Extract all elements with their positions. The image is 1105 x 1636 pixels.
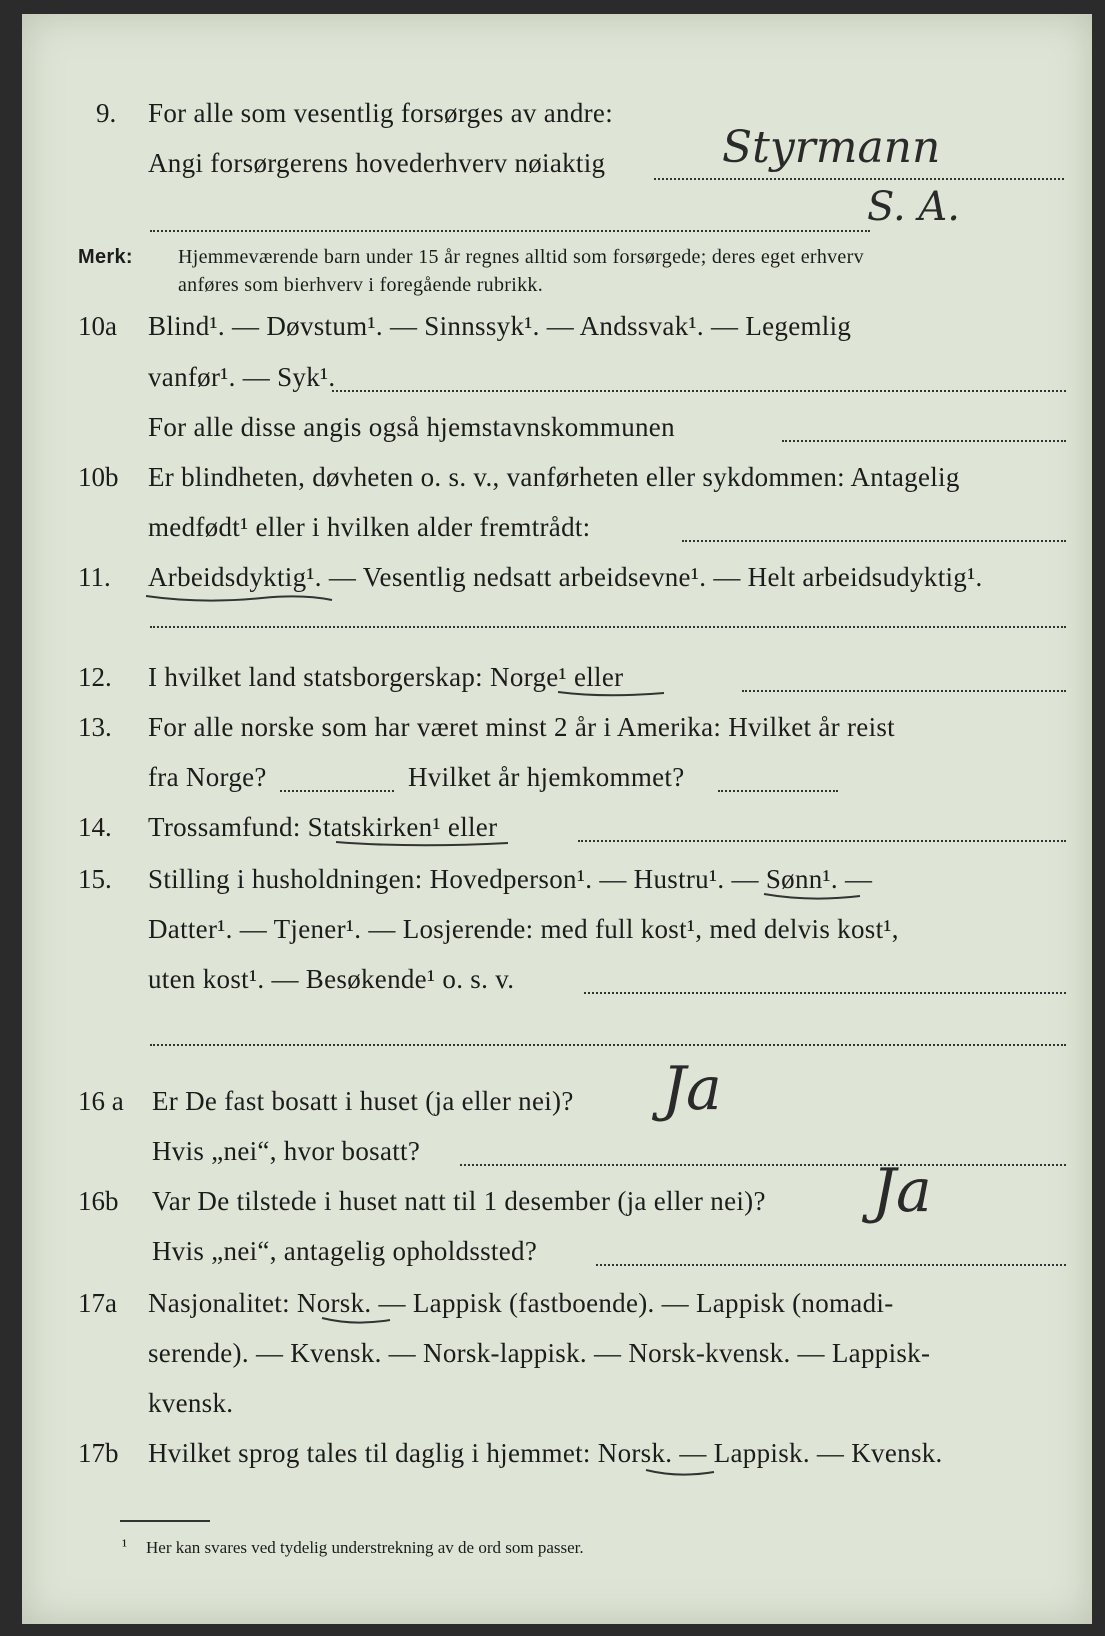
- q11-underline-mark: [142, 586, 342, 610]
- q16a-number: 16 a: [78, 1086, 124, 1116]
- q12-number: 12.: [78, 662, 112, 692]
- q15-answer-line-2: [150, 1044, 1066, 1046]
- q10a-hjemstavn-line: [782, 440, 1066, 442]
- q9-line2: Angi forsørgerens hovederhverv nøiaktig: [148, 148, 606, 178]
- q14-underline-mark: [332, 834, 522, 854]
- merk-line1: Hjemmeværende barn under 15 år regnes alltid som forsørgede; deres eget erhverv: [178, 246, 864, 268]
- q9-answer-line: [654, 178, 1064, 180]
- q17a-underline-mark: [318, 1312, 398, 1332]
- q10b-line1: Er blindheten, døvheten o. s. v., vanførheten eller sykdommen: Antagelig: [148, 462, 960, 492]
- q16a-line2: Hvis „nei“, hvor bosatt?: [152, 1136, 421, 1166]
- q17a-line1: Nasjonalitet: Norsk. — Lappisk (fastboende). — Lappisk (nomadi-: [148, 1288, 894, 1318]
- q15-line1: Stilling i husholdningen: Hovedperson¹. — Hustru¹. — Sønn¹. —: [148, 864, 873, 894]
- q17b-line1: Hvilket sprog tales til daglig i hjemmet: Norsk. — Lappisk. — Kvensk.: [148, 1438, 943, 1468]
- q16a-handwritten-answer: Ja: [662, 1054, 722, 1124]
- footnote-rule: [120, 1520, 210, 1522]
- q14-answer-line: [578, 840, 1066, 842]
- q10a-number: 10a: [78, 311, 117, 341]
- q11-line1: Arbeidsdyktig¹. — Vesentlig nedsatt arbeidsevne¹. — Helt arbeidsudyktig¹.: [148, 562, 983, 592]
- q13-line2b: Hvilket år hjemkommet?: [408, 762, 685, 792]
- q15-underline-mark: [760, 888, 870, 908]
- q16b-number: 16b: [78, 1186, 119, 1216]
- q9-handwritten-answer-2: S. A.: [867, 184, 961, 230]
- q9-number: 9.: [96, 98, 117, 128]
- q9-line1: For alle som vesentlig forsørges av andre:: [148, 98, 613, 128]
- census-form-page: [22, 14, 1092, 1624]
- q13-reist-line: [280, 790, 394, 792]
- q12-underline-mark: [554, 684, 674, 704]
- q15-line2: Datter¹. — Tjener¹. — Losjerende: med full kost¹, med delvis kost¹,: [148, 914, 899, 944]
- q12-line1: I hvilket land statsborgerskap: Norge¹ eller: [148, 662, 624, 692]
- q17b-number: 17b: [78, 1438, 119, 1468]
- q13-number: 13.: [78, 712, 112, 742]
- q17a-line3: kvensk.: [148, 1388, 234, 1418]
- merk-label: Merk:: [78, 246, 133, 268]
- q15-number: 15.: [78, 864, 112, 894]
- q17a-number: 17a: [78, 1288, 117, 1318]
- q10a-line3: For alle disse angis også hjemstavnskommunen: [148, 412, 675, 442]
- q16b-line1: Var De tilstede i huset natt til 1 desember (ja eller nei)?: [152, 1186, 766, 1216]
- q13-hjemkommet-line: [718, 790, 838, 792]
- q12-answer-line: [742, 690, 1066, 692]
- q16b-answer-line: [596, 1264, 1066, 1266]
- q16b-handwritten-answer: Ja: [872, 1156, 932, 1226]
- q13-line1: For alle norske som har været minst 2 år i Amerika: Hvilket år reist: [148, 712, 895, 742]
- q14-line1: Trossamfund: Statskirken¹ eller: [148, 812, 498, 842]
- q16b-line2: Hvis „nei“, antagelig opholdssted?: [152, 1236, 538, 1266]
- q10a-line2: vanfør¹. — Syk¹.: [148, 362, 336, 392]
- q9-answer-line-2: [150, 230, 870, 232]
- footnote-text: Her kan svares ved tydelig understrekning av de ord som passer.: [146, 1538, 584, 1557]
- q10a-line1: Blind¹. — Døvstum¹. — Sinnssyk¹. — Andssvak¹. — Legemlig: [148, 311, 852, 341]
- q16a-line1: Er De fast bosatt i huset (ja eller nei)?: [152, 1086, 574, 1116]
- q17b-underline-mark: [642, 1464, 722, 1484]
- q16a-answer-line: [460, 1164, 1066, 1166]
- q10a-answer-line: [332, 390, 1066, 392]
- q10b-answer-line: [682, 540, 1066, 542]
- q11-number: 11.: [78, 562, 111, 592]
- q11-answer-line: [150, 626, 1066, 628]
- q13-line2a: fra Norge?: [148, 762, 267, 792]
- q14-number: 14.: [78, 812, 112, 842]
- q10b-line2: medfødt¹ eller i hvilken alder fremtrådt:: [148, 512, 591, 542]
- footnote-mark: ¹: [122, 1536, 128, 1555]
- q15-line3: uten kost¹. — Besøkende¹ o. s. v.: [148, 964, 515, 994]
- q17a-line2: serende). — Kvensk. — Norsk-lappisk. — Norsk-kvensk. — Lappisk-: [148, 1338, 931, 1368]
- q15-answer-line: [584, 992, 1066, 994]
- merk-line2: anføres som bierhverv i foregående rubrikk.: [178, 274, 543, 296]
- q9-handwritten-answer: Styrmann: [722, 122, 941, 173]
- q10b-number: 10b: [78, 462, 119, 492]
